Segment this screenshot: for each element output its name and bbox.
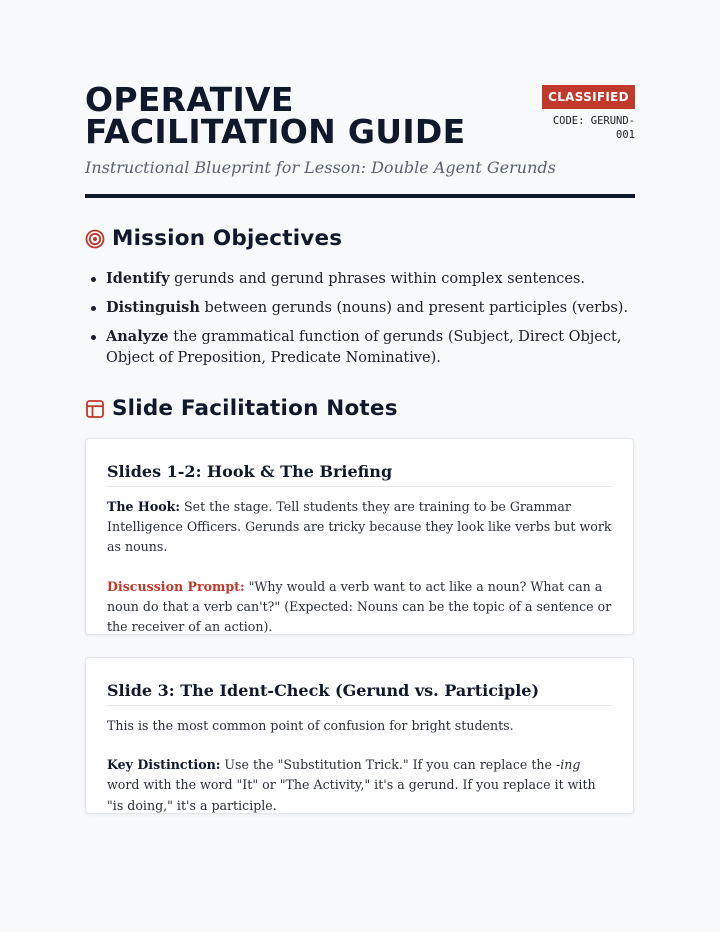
- page-subtitle: Instructional Blueprint for Lesson: Double Agent Gerunds: [85, 158, 556, 177]
- notes-section-header: [85, 396, 398, 421]
- objective-verb: Identify: [106, 270, 170, 287]
- objective-text: the grammatical function of gerunds (Subject, Direct Object, Object of Preposition, Predicate Nominative).: [106, 329, 622, 366]
- page-title: OPERATIVE FACILITATION GUIDE: [85, 80, 466, 151]
- notes-heading: Slide Facilitation Notes: [112, 396, 398, 421]
- list-item: [86, 326, 636, 369]
- objective-verb: Analyze: [106, 328, 169, 345]
- objectives-list: [86, 268, 636, 376]
- header-divider: [85, 194, 635, 198]
- slide-note-card: [85, 657, 634, 814]
- hook-label: The Hook:: [107, 499, 180, 514]
- card-title: Slides 1-2: Hook & The Briefing: [107, 461, 612, 487]
- card-paragraph: [107, 497, 612, 558]
- objective-text: gerunds and gerund phrases within complex sentences.: [169, 271, 586, 287]
- layout-icon: [85, 399, 105, 419]
- document-code: CODE: GERUND-001: [552, 115, 635, 141]
- card-paragraph: This is the most common point of confusion for bright students.: [107, 718, 514, 733]
- classified-badge: CLASSIFIED: [542, 85, 635, 109]
- discussion-prompt-text: "Why would a verb want to act like a noun? What can a noun do that a verb can't?" (Expected: Nouns can be the topic of a sentence or the receiver of an action).: [107, 578, 612, 635]
- objectives-heading: Mission Objectives: [112, 226, 343, 251]
- card-title: Slide 3: The Ident-Check (Gerund vs. Participle): [107, 680, 612, 706]
- ing-suffix: -ing: [555, 757, 581, 773]
- list-item: [86, 268, 636, 290]
- key-distinction-label: Key Distinction:: [107, 757, 221, 773]
- key-distinction-text-cont: word with the word "It" or "The Activity," it's a gerund. If you replace it with "is doing," it's a participle.: [107, 777, 596, 813]
- slide-note-card: [85, 438, 634, 635]
- target-icon: [85, 229, 105, 249]
- objectives-section-header: [85, 226, 342, 251]
- card-paragraph: [107, 755, 612, 816]
- card-paragraph: [107, 577, 612, 638]
- key-distinction-text: Use the "Substitution Trick." If you can replace the: [220, 757, 556, 773]
- objective-verb: Distinguish: [106, 299, 200, 316]
- discussion-prompt-label: Discussion Prompt:: [107, 578, 245, 594]
- objective-text: between gerunds (nouns) and present participles (verbs).: [199, 300, 629, 316]
- hook-text: Set the stage. Tell students they are training to be Grammar Intelligence Officers. Gerunds are tricky because they look like verbs but work as nouns.: [107, 499, 612, 555]
- list-item: [86, 297, 636, 319]
